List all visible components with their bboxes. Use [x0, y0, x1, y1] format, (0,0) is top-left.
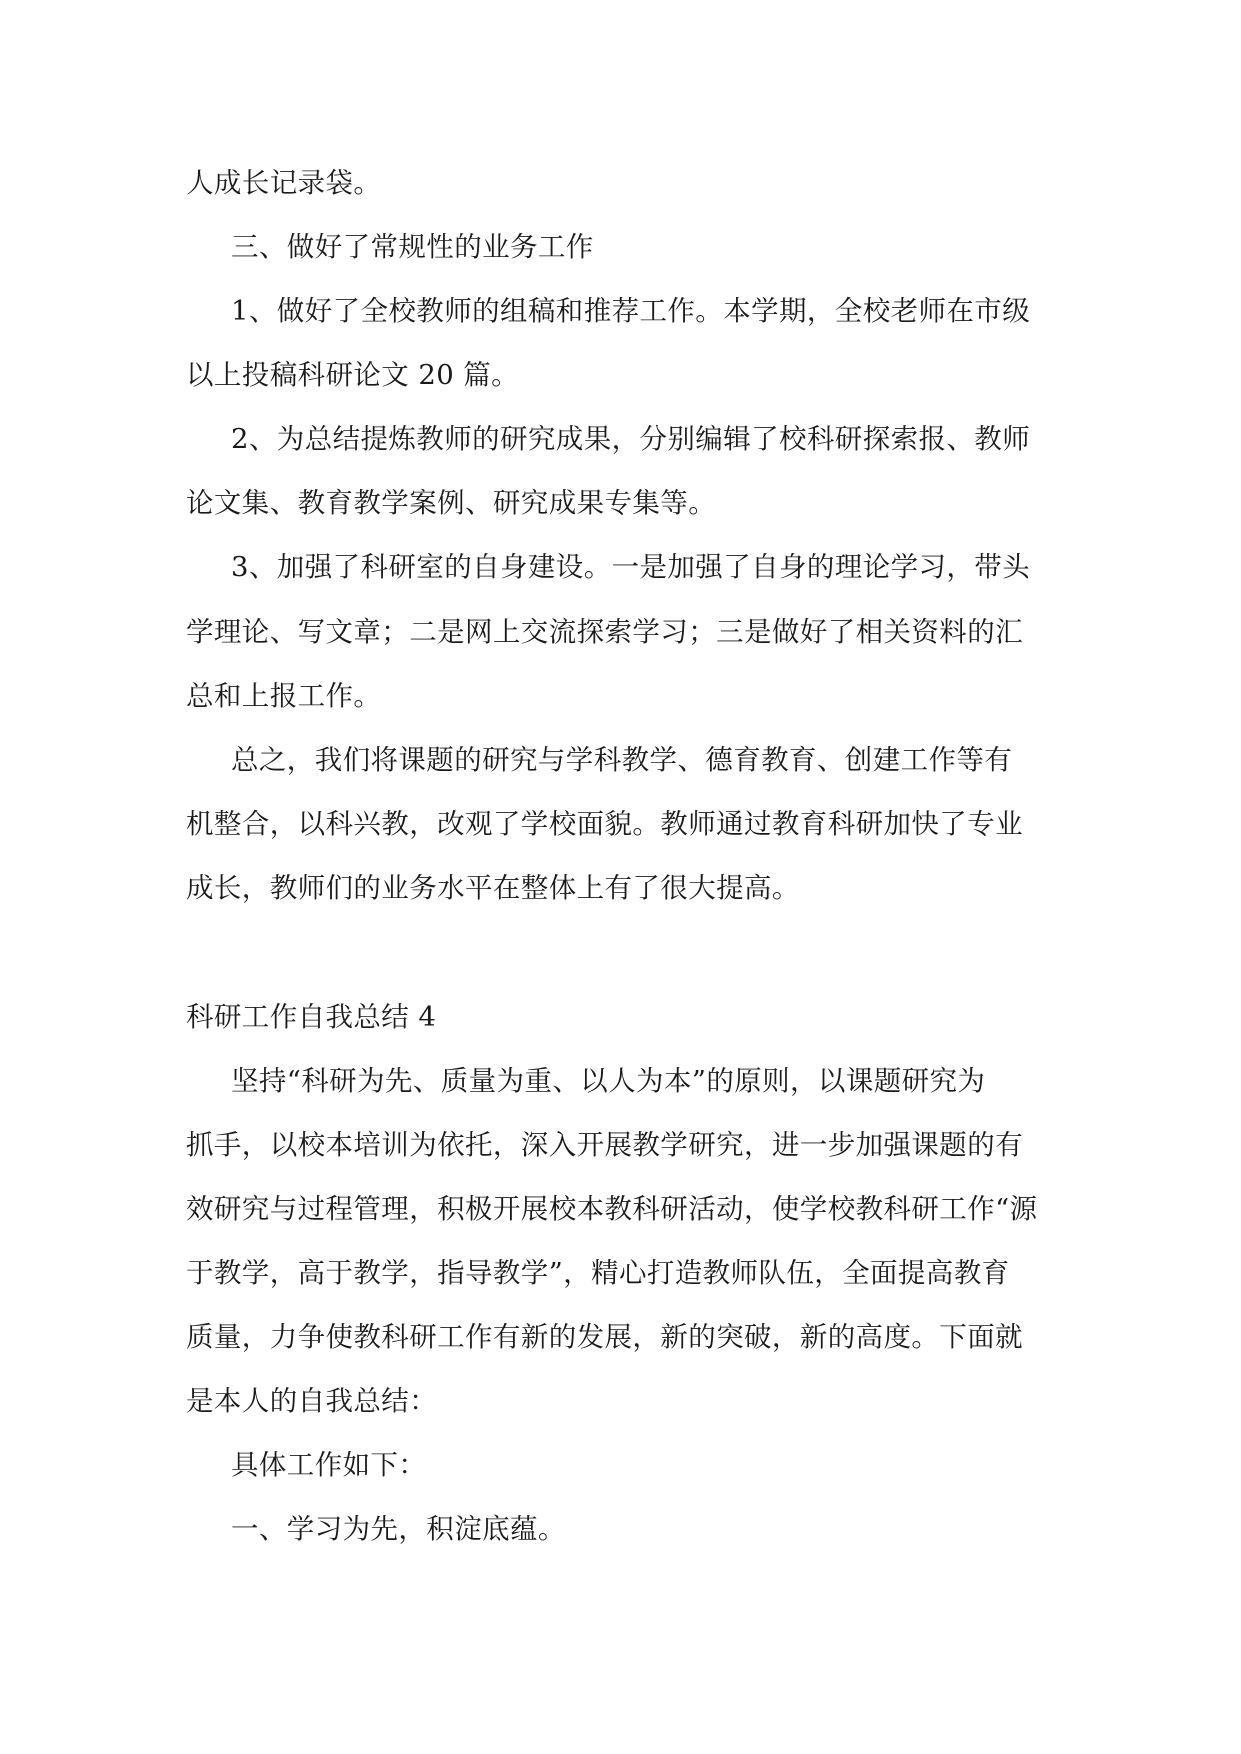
paragraph-line: 论文集、教育教学案例、研究成果专集等。 [186, 487, 717, 519]
paragraph-line: 于教学，高于教学，指导教学”，精心打造教师队伍，全面提高教育 [186, 1257, 1010, 1289]
section-heading: 一、学习为先，积淀底蕴。 [231, 1513, 566, 1545]
paragraph-line: 以上投稿科研论文 20 篇。 [186, 359, 520, 391]
paragraph-line: 1、做好了全校教师的组稿和推荐工作。本学期，全校老师在市级 [231, 295, 1031, 327]
paragraph-line: 总之，我们将课题的研究与学科教学、德育教育、创建工作等有 [231, 744, 1013, 776]
paragraph-line: 成长，教师们的业务水平在整体上有了很大提高。 [186, 872, 800, 904]
paragraph-line: 机整合，以科兴教，改观了学校面貌。教师通过教育科研加快了专业 [186, 808, 1023, 840]
paragraph-line: 3、加强了科研室的自身建设。一是加强了自身的理论学习，带头 [231, 551, 1031, 583]
paragraph-line: 质量，力争使教科研工作有新的发展，新的突破，新的高度。下面就 [186, 1321, 1023, 1353]
paragraph-line: 抓手，以校本培训为依托，深入开展教学研究，进一步加强课题的有 [186, 1129, 1023, 1161]
paragraph-line: 是本人的自我总结： [186, 1385, 438, 1417]
paragraph-line: 2、为总结提炼教师的研究成果，分别编辑了校科研探索报、教师 [231, 423, 1031, 455]
paragraph-line: 总和上报工作。 [186, 680, 382, 712]
paragraph-line: 效研究与过程管理，积极开展校本教科研活动，使学校教科研工作“源 [186, 1193, 1038, 1225]
section-heading: 三、做好了常规性的业务工作 [231, 231, 594, 263]
paragraph-line: 学理论、写文章；二是网上交流探索学习；三是做好了相关资料的汇 [186, 616, 1023, 648]
paragraph-line: 坚持“科研为先、质量为重、以人为本”的原则，以课题研究为 [231, 1065, 986, 1097]
section-title: 科研工作自我总结 4 [186, 1001, 437, 1033]
paragraph-line: 具体工作如下： [231, 1449, 427, 1481]
paragraph-line: 人成长记录袋。 [186, 167, 382, 199]
